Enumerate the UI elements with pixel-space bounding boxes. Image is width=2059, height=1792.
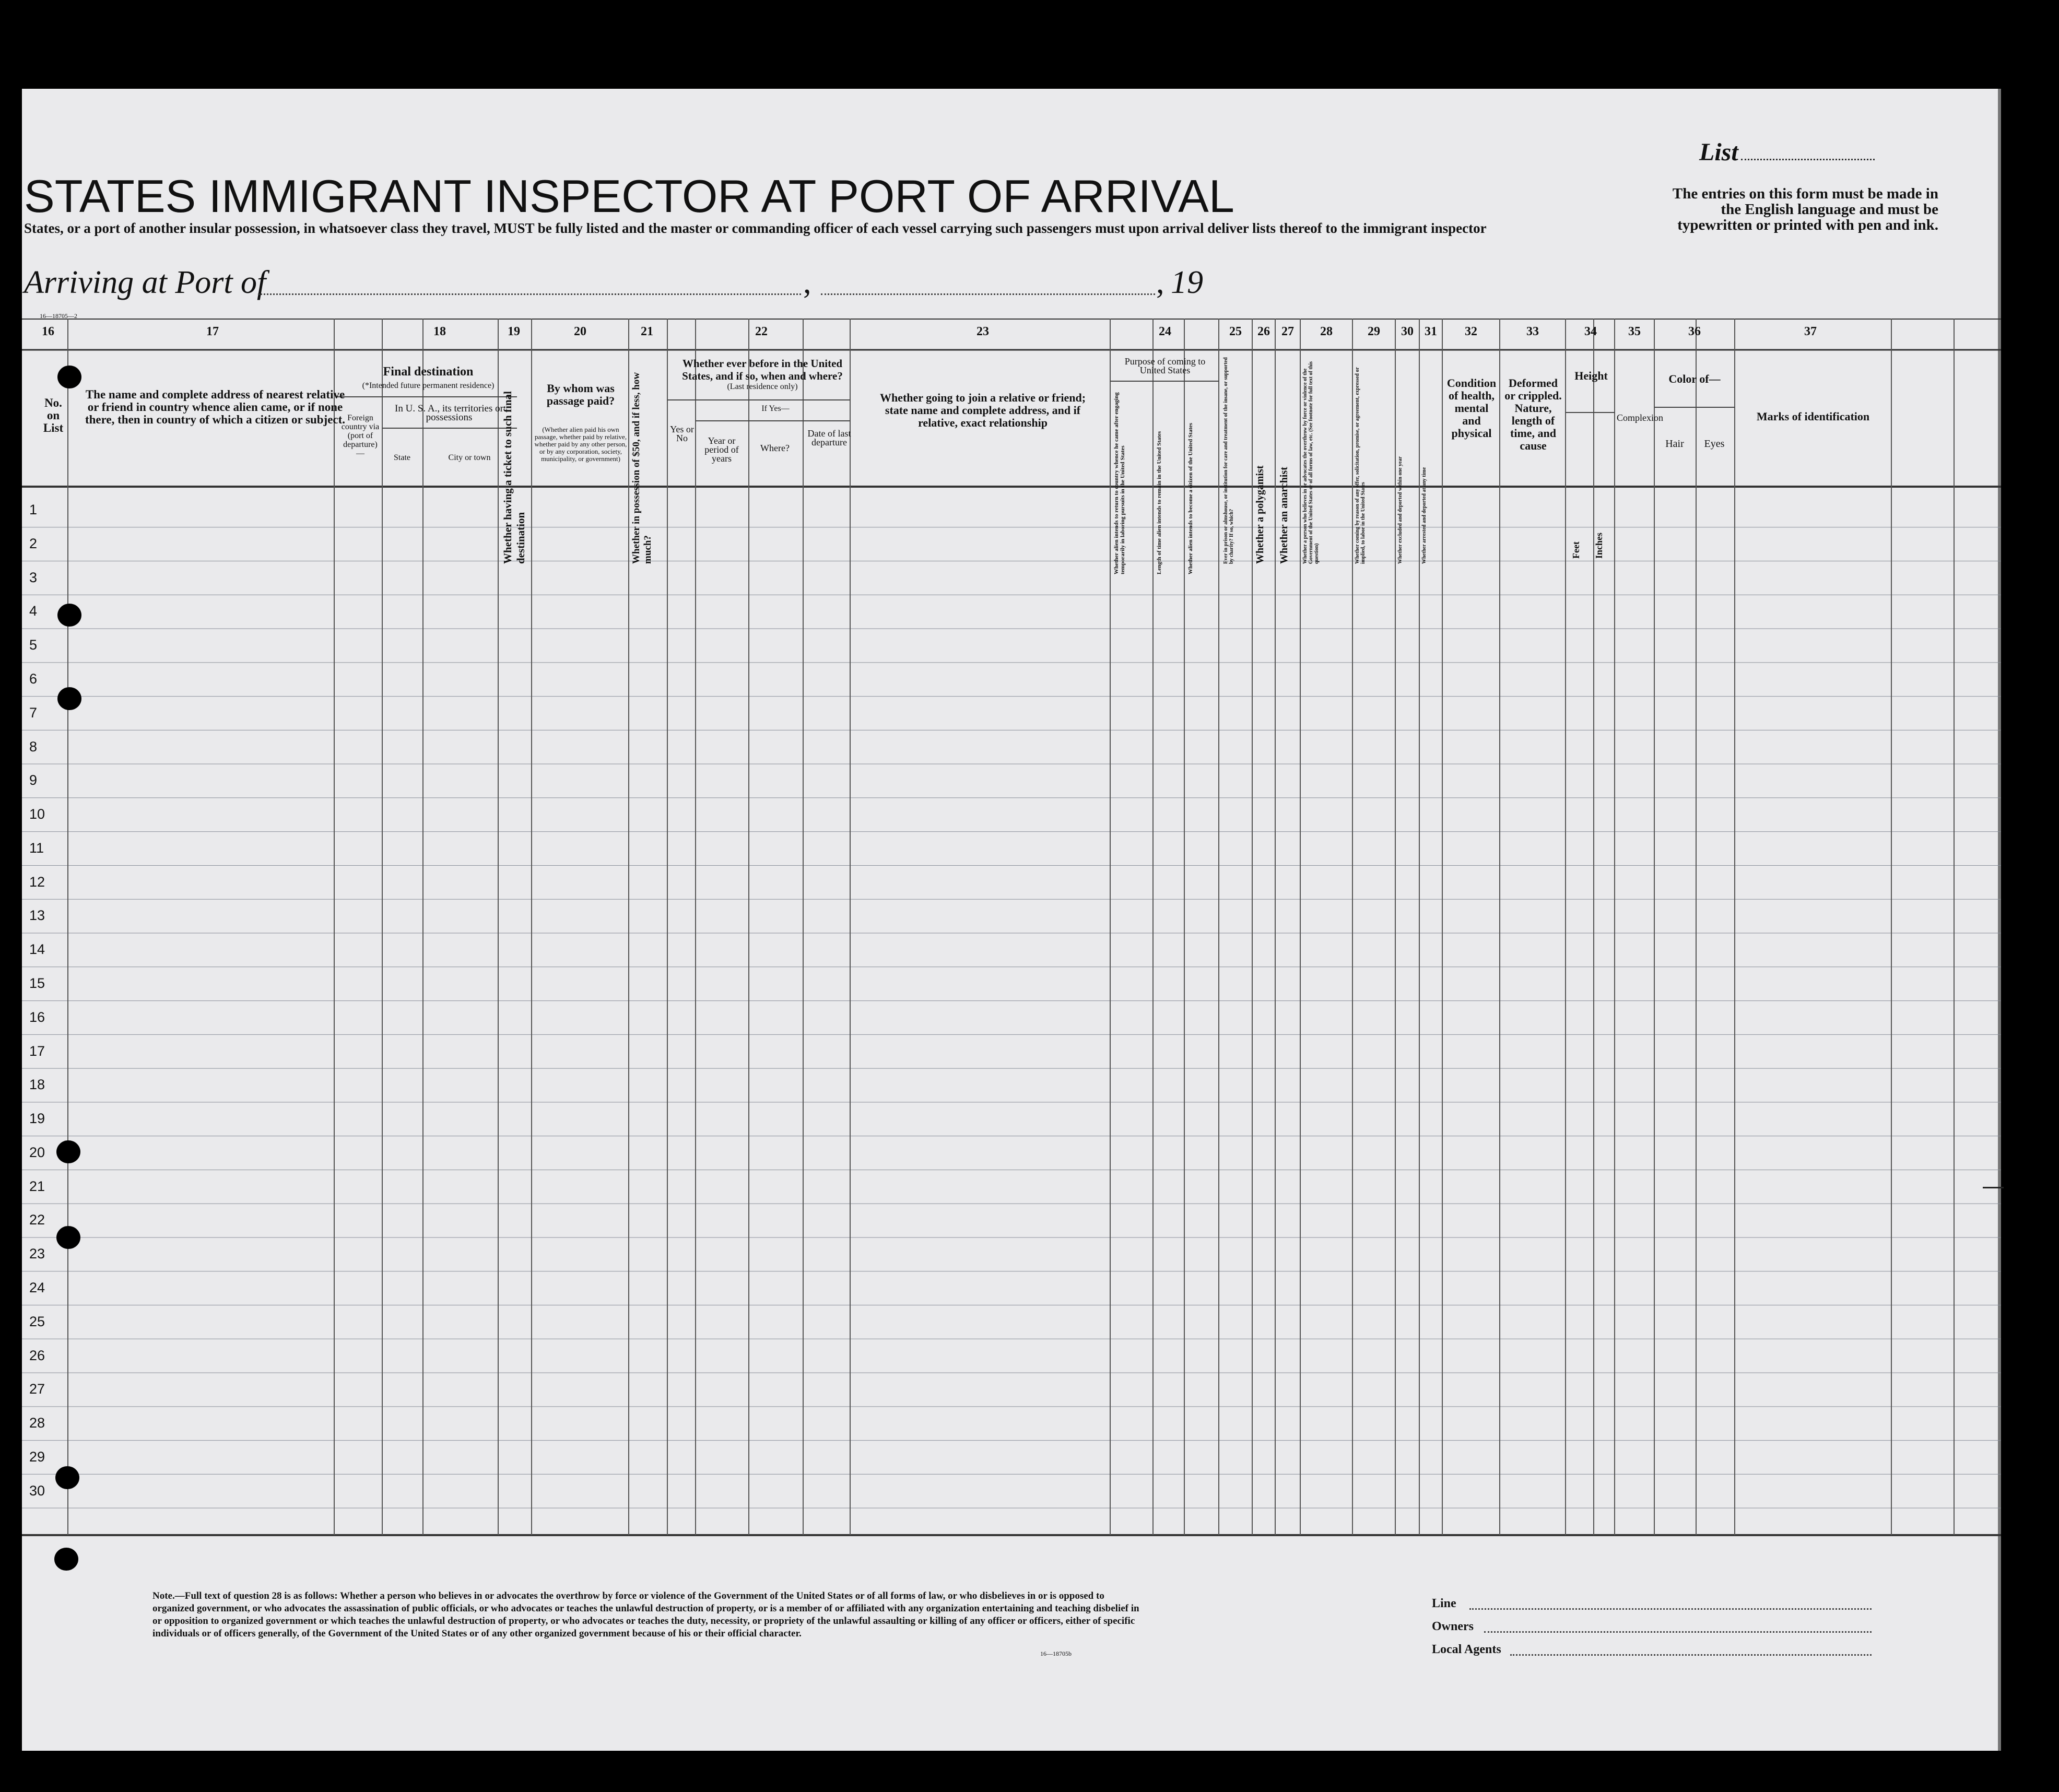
col-num-29: 29 — [1368, 325, 1380, 338]
row-number: 17 — [29, 1043, 45, 1059]
header-marks: Marks of identification — [1756, 410, 1870, 423]
header-height: Height — [1574, 369, 1608, 382]
col-num-25: 25 — [1229, 325, 1242, 338]
header-final-destination: Final destination — [383, 365, 474, 379]
header-in-usa: In U. S. A., its territories or possessions — [395, 403, 503, 423]
col-num-28: 28 — [1320, 325, 1333, 338]
header-labor-offer: Whether coming by reason of any offer, solicitation, promise, or agreement, expressed or implied, to labor in the United States — [1355, 367, 1366, 564]
col-num-33: 33 — [1526, 325, 1539, 338]
col-num-27: 27 — [1281, 325, 1294, 338]
row-number: 23 — [29, 1246, 45, 1262]
header-color-of: Color of— — [1668, 372, 1721, 385]
header-year-period: Year or period of years — [704, 435, 739, 464]
col-num-34: 34 — [1584, 325, 1597, 338]
owners-field[interactable] — [1484, 1631, 1872, 1633]
row-number: 4 — [29, 603, 38, 619]
header-city: City or town — [448, 453, 491, 462]
header-state: State — [394, 453, 410, 462]
header-anarchist: Whether an anarchist — [1278, 467, 1290, 564]
header-polygamist: Whether a polygamist — [1254, 465, 1266, 564]
row-number: 14 — [29, 941, 45, 958]
punch-hole — [56, 1140, 80, 1163]
header-prison: Ever in prison or almshouse, or institution for care and treatment of the insane, or supported by charity? If so, which? — [1223, 357, 1234, 564]
header-nearest-relative: The name and complete address of nearest relative or friend in country whence alien came, or if none there, then in country of which a citizen or subject. — [85, 388, 346, 426]
list-number-field[interactable] — [1741, 159, 1875, 160]
col-num-19: 19 — [508, 325, 520, 338]
page-subtitle: States, or a port of another insular possession, in whatsoever class they travel, MUST be fully listed and the master or commanding officer of each vessel carrying such passengers must upon arrival deliver lists thereof to the immigrant inspector — [24, 220, 1487, 236]
page-title: STATES IMMIGRANT INSPECTOR AT PORT OF ARRIVAL — [24, 170, 1234, 222]
footnote-question-28: Note.—Full text of question 28 is as follows: Whether a person who believes in or advocates the overthrow by force or violence of the Government of the United States or of all forms of law, or who disbelieves in or is opposed to organized government, or who advocates the assassination of public officials, or who advocates or teaches the unlawful destruction of property, or is a member of or affiliated with any organization entertaining and teaching disbelief in or opposition to organized government or which teaches the unlawful destruction of property, or who advocates or teaches the duty, necessity, or propriety of the unlawful assaulting or killing of any officer or officers, either of specific individuals or of officers generally, of the Government of the United States or of any other organized government because of his or their official character. — [152, 1590, 1139, 1639]
comma-separator-2: , — [1156, 265, 1164, 300]
header-foreign-country: Foreign country via (port of departure)— — [341, 414, 380, 458]
col-num-32: 32 — [1465, 325, 1477, 338]
header-passage-paid-sub: (Whether alien paid his own passage, whether paid by relative, whether paid by any other person, or by any corporation, society, municipality, or government) — [534, 426, 627, 463]
header-where: Where? — [760, 443, 790, 453]
row-number: 18 — [29, 1077, 45, 1093]
header-overthrow: Whether a person who believes in or advocates the overthrow by force or violence of the Government of the United States or of all forms of law, etc. (See footnote for full text of this question) — [1302, 361, 1320, 564]
header-passage-paid: By whom was passage paid? — [546, 382, 615, 407]
header-ever-before: Whether ever before in the United States, and if so, when and where? — [682, 357, 843, 382]
header-date-last-departure: Date of last departure — [807, 428, 851, 447]
header-deported: Whether arrested and deported at any time — [1421, 467, 1427, 564]
header-purpose-return: Whether alien intends to return to country whence he came after engaging temporarily in laboring pursuits in the United States — [1113, 392, 1126, 574]
col-num-26: 26 — [1257, 325, 1270, 338]
header-feet: Feet — [1571, 541, 1581, 559]
line-label: Line — [1432, 1597, 1456, 1610]
row-number: 3 — [29, 569, 38, 585]
row-number: 24 — [29, 1279, 45, 1295]
row-number: 8 — [29, 738, 38, 754]
row-number: 19 — [29, 1111, 45, 1127]
row-number: 21 — [29, 1178, 45, 1194]
line-field[interactable] — [1469, 1608, 1872, 1610]
col-num-16: 16 — [42, 325, 54, 338]
row-number: 5 — [29, 637, 38, 653]
form-instructions: The entries on this form must be made in the English language and must be typewritten or printed with pen and ink. — [1672, 185, 1938, 233]
year-prefix: 19 — [1171, 265, 1203, 300]
header-join-relative: Whether going to join a relative or friend; state name and complete address, and if relative, exact relationship — [879, 391, 1086, 429]
col-num-31: 31 — [1425, 325, 1437, 338]
header-no-on-list: No. on List — [43, 396, 64, 434]
col-num-21: 21 — [641, 325, 653, 338]
col-num-17: 17 — [206, 325, 219, 338]
col-num-20: 20 — [574, 325, 586, 338]
punch-hole — [55, 1466, 79, 1489]
header-if-yes: If Yes— — [761, 404, 790, 413]
form-number: 16—18705—2 — [40, 312, 77, 320]
row-number: 26 — [29, 1347, 45, 1363]
row-number: 12 — [29, 874, 45, 890]
header-hair: Hair — [1665, 438, 1684, 450]
row-number: 20 — [29, 1144, 45, 1160]
col-num-30: 30 — [1401, 325, 1414, 338]
col-num-37: 37 — [1804, 325, 1817, 338]
arriving-label: Arriving at Port of — [24, 265, 266, 300]
manifest-grid — [22, 319, 2001, 1728]
row-number: 2 — [29, 535, 38, 551]
edge-mark — [1983, 1187, 2004, 1188]
row-number: 9 — [29, 772, 38, 788]
header-purpose-length: Length of time alien intends to remain in the United States — [1156, 431, 1162, 574]
header-fifty-dollars: Whether in possession of $50, and if less, how much? — [631, 372, 653, 564]
punch-hole — [57, 604, 81, 627]
punch-hole — [57, 366, 81, 388]
row-number: 1 — [29, 502, 38, 518]
punch-hole — [56, 1226, 80, 1249]
header-purpose-citizen: Whether alien intends to become a citizen of the United States — [1187, 422, 1194, 574]
header-purpose: Purpose of coming to United States — [1124, 356, 1206, 375]
local-agents-field[interactable] — [1510, 1654, 1872, 1656]
row-number: 11 — [29, 840, 44, 856]
header-final-destination-sub: (*Intended future permanent residence) — [362, 381, 495, 390]
col-num-36: 36 — [1688, 325, 1701, 338]
row-number: 6 — [29, 671, 38, 687]
header-ticket: Whether having a ticket to such final destination — [501, 391, 527, 564]
comma-separator: , — [803, 265, 811, 300]
punch-hole — [57, 687, 81, 710]
col-num-18: 18 — [433, 325, 446, 338]
owners-label: Owners — [1432, 1620, 1474, 1633]
col-num-23: 23 — [976, 325, 989, 338]
footer-form-number: 16—18705b — [1040, 1650, 1072, 1657]
date-field[interactable] — [821, 293, 1155, 295]
row-number: 16 — [29, 1009, 45, 1025]
header-complexion: Complexion — [1617, 412, 1663, 423]
port-field[interactable] — [258, 293, 801, 295]
header-deformed: Deformed or crippled. Nature, length of time, and cause — [1504, 376, 1562, 452]
row-number: 29 — [29, 1448, 45, 1465]
row-number: 30 — [29, 1482, 45, 1499]
local-agents-label: Local Agents — [1432, 1643, 1501, 1656]
header-inches: Inches — [1594, 532, 1604, 559]
header-eyes: Eyes — [1704, 438, 1725, 450]
col-num-22: 22 — [755, 325, 768, 338]
manifest-sheet — [22, 89, 2001, 1751]
row-number: 25 — [29, 1313, 45, 1329]
row-number: 10 — [29, 806, 45, 822]
row-number: 27 — [29, 1381, 45, 1397]
row-number: 13 — [29, 907, 45, 924]
header-excluded: Whether excluded and deported within one year — [1397, 456, 1403, 564]
row-number: 28 — [29, 1415, 45, 1431]
col-num-35: 35 — [1628, 325, 1641, 338]
header-ever-before-sub: (Last residence only) — [727, 382, 798, 391]
header-health: Condition of health, mental and physical — [1446, 376, 1497, 440]
row-number: 22 — [29, 1212, 45, 1228]
row-number: 15 — [29, 975, 45, 991]
row-number: 7 — [29, 704, 38, 721]
punch-hole — [54, 1548, 78, 1571]
header-yes-or-no: Yes or No — [670, 424, 694, 443]
list-label: List — [1699, 138, 1738, 166]
col-num-24: 24 — [1159, 325, 1171, 338]
